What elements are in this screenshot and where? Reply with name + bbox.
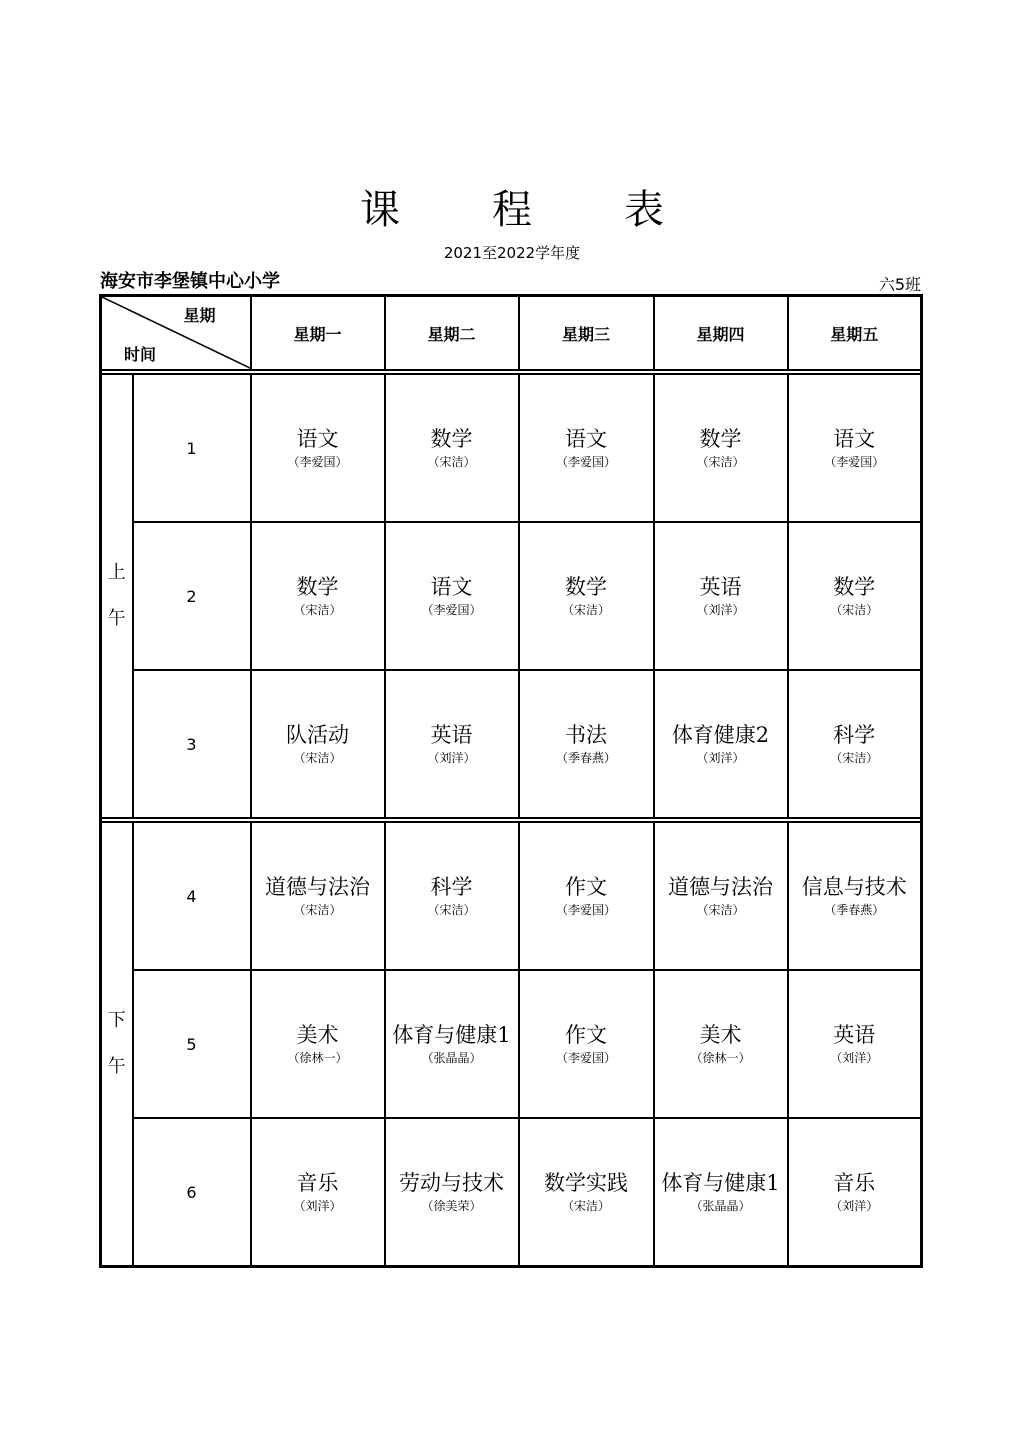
teacher: （徐林一） (287, 1051, 348, 1065)
class-cell (519, 670, 654, 818)
subject: 作文 (565, 1023, 607, 1047)
subject: 体育与健康1 (661, 1171, 780, 1195)
teacher: （宋洁） (561, 603, 610, 617)
period-number: 4 (133, 822, 251, 970)
subject: 数学 (833, 575, 876, 599)
subject: 美术 (699, 1023, 742, 1047)
teacher: （宋洁） (293, 751, 342, 765)
afternoon-label (101, 822, 133, 1267)
subject: 语文 (430, 575, 473, 599)
subject: 音乐 (833, 1171, 876, 1195)
teacher: （张晶晶） (690, 1199, 751, 1213)
subject: 语文 (833, 427, 876, 451)
period-row (101, 374, 922, 522)
schedule-table (99, 294, 923, 1268)
subject: 体育健康2 (671, 723, 770, 747)
class-cell (251, 670, 385, 818)
period-number: 6 (133, 1118, 251, 1267)
subject: 数学 (296, 575, 339, 599)
subject: 数学 (699, 427, 742, 451)
subject: 英语 (430, 723, 473, 747)
day-header: 星期一 (251, 296, 385, 371)
subject: 队活动 (286, 723, 349, 747)
subject: 书法 (565, 723, 607, 747)
header-row (101, 296, 922, 371)
class-cell (385, 970, 519, 1118)
half-char: 下 (107, 1010, 126, 1031)
teacher: （宋洁） (427, 455, 476, 469)
teacher: （季春燕） (824, 903, 885, 917)
class-cell (788, 970, 922, 1118)
subject: 道德与法治 (668, 875, 773, 899)
teacher: （宋洁） (561, 1199, 610, 1213)
class-cell (251, 522, 385, 670)
day-header: 星期二 (385, 296, 519, 371)
subject: 美术 (296, 1023, 339, 1047)
period-number: 2 (133, 522, 251, 670)
teacher: （徐美荣） (421, 1199, 482, 1213)
class-cell (251, 374, 385, 522)
class-cell (519, 522, 654, 670)
teacher: （李爱国） (555, 455, 616, 469)
class-cell (385, 822, 519, 970)
title-char: 程 (492, 187, 532, 233)
class-cell (788, 522, 922, 670)
half-char: 上 (107, 562, 126, 583)
period-row (101, 822, 922, 970)
subject: 数学 (565, 575, 607, 599)
subject: 英语 (833, 1023, 876, 1047)
week-label: 星期 (183, 306, 216, 325)
academic-year: 2021至2022学年度 (443, 244, 581, 262)
class-cell (519, 374, 654, 522)
teacher: （宋洁） (293, 903, 342, 917)
class-cell (251, 822, 385, 970)
class-cell (385, 670, 519, 818)
class-cell (385, 522, 519, 670)
subject: 科学 (833, 723, 876, 747)
period-row (101, 670, 922, 818)
class-cell (251, 970, 385, 1118)
period-number: 3 (133, 670, 251, 818)
class-cell (519, 970, 654, 1118)
teacher: （徐林一） (690, 1051, 751, 1065)
period-row (101, 1118, 922, 1267)
class-cell (654, 670, 788, 818)
teacher: （季春燕） (555, 751, 616, 765)
class-cell (251, 1118, 385, 1267)
subject: 英语 (699, 575, 742, 599)
class-cell (654, 822, 788, 970)
class-cell (385, 1118, 519, 1267)
subject: 语文 (296, 427, 339, 451)
subject: 体育与健康1 (392, 1023, 511, 1047)
teacher: （张晶晶） (421, 1051, 482, 1065)
teacher: （宋洁） (830, 751, 879, 765)
subject: 科学 (430, 875, 473, 899)
teacher: （刘洋） (293, 1199, 342, 1213)
day-header: 星期四 (654, 296, 788, 371)
subject: 音乐 (296, 1171, 339, 1195)
teacher: （李爱国） (555, 1051, 616, 1065)
morning-label (101, 374, 133, 818)
title-char: 表 (624, 187, 664, 233)
teacher: （刘洋） (696, 751, 745, 765)
day-header: 星期三 (519, 296, 654, 371)
teacher: （李爱国） (287, 455, 348, 469)
teacher: （宋洁） (696, 455, 745, 469)
school-name: 海安市李堡镇中心小学 (100, 271, 280, 292)
teacher: （李爱国） (421, 603, 482, 617)
class-cell (788, 822, 922, 970)
subject: 数学实践 (544, 1171, 628, 1195)
time-label: 时间 (124, 345, 157, 364)
class-cell (654, 374, 788, 522)
period-number: 5 (133, 970, 251, 1118)
half-char: 午 (107, 1056, 126, 1077)
class-cell (385, 374, 519, 522)
teacher: （宋洁） (696, 903, 745, 917)
class-name: 六5班 (878, 275, 921, 294)
teacher: （宋洁） (427, 903, 476, 917)
teacher: （刘洋） (830, 1199, 879, 1213)
subject: 作文 (565, 875, 607, 899)
class-cell (788, 670, 922, 818)
period-number: 1 (133, 374, 251, 522)
class-cell (788, 1118, 922, 1267)
class-cell (788, 374, 922, 522)
class-cell (654, 970, 788, 1118)
class-cell (654, 522, 788, 670)
page-title (0, 178, 1024, 235)
class-cell (654, 1118, 788, 1267)
teacher: （刘洋） (427, 751, 476, 765)
period-row (101, 970, 922, 1118)
subject: 道德与法治 (265, 875, 370, 899)
corner-header (101, 296, 251, 371)
subject: 信息与技术 (801, 875, 907, 899)
half-char: 午 (107, 608, 126, 629)
class-cell (519, 822, 654, 970)
subject: 数学 (430, 427, 473, 451)
teacher: （刘洋） (830, 1051, 879, 1065)
subject: 劳动与技术 (399, 1171, 504, 1195)
period-row (101, 522, 922, 670)
teacher: （刘洋） (696, 603, 745, 617)
title-char: 课 (360, 187, 400, 233)
day-header: 星期五 (788, 296, 922, 371)
class-cell (519, 1118, 654, 1267)
subject: 语文 (565, 427, 607, 451)
teacher: （李爱国） (824, 455, 885, 469)
teacher: （宋洁） (293, 603, 342, 617)
teacher: （宋洁） (830, 603, 879, 617)
teacher: （李爱国） (555, 903, 616, 917)
